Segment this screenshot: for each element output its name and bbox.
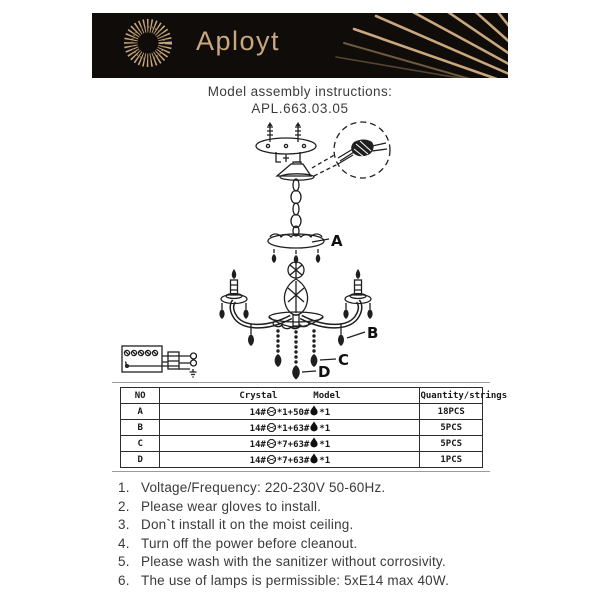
note-item: 1. Voltage/Frequency: 220-230V 50-60Hz. (118, 480, 386, 495)
assembly-diagram (110, 118, 500, 384)
crown-ring-icon (268, 234, 324, 264)
table-top-rule (112, 382, 490, 383)
table-row (121, 404, 483, 420)
row-no: D (121, 452, 160, 468)
row-model: 14# *7+63# *1 (160, 452, 420, 468)
teardrop-crystal-icon (310, 405, 318, 416)
starburst-logo-icon (131, 26, 165, 60)
title-block (0, 84, 600, 116)
row-model: 14# *1+63# *1 (160, 420, 420, 436)
table-row (121, 436, 483, 452)
col-header-qty: Quantity/strings (420, 388, 483, 404)
label-c: C (338, 351, 350, 369)
note-item: 2. Please wear gloves to install. (118, 498, 322, 514)
note-item: 5. Please wash with the sanitizer without corrosivity. (118, 554, 446, 570)
right-arm-icon (301, 301, 360, 346)
table-row (121, 420, 483, 436)
table-header-row (121, 388, 483, 404)
note-item: 4. Turn off the power before cleanout. (118, 535, 358, 551)
row-no: A (121, 404, 160, 420)
canopy-icon (277, 162, 314, 180)
banner-decorations (92, 13, 508, 78)
col-header-model: Crystal Model (160, 388, 420, 404)
label-d: D (318, 363, 331, 381)
octagon-crystal-icon (267, 407, 276, 416)
chain-icon (291, 179, 301, 236)
brand-logo-text: Aployt (196, 26, 281, 56)
octagon-crystal-icon (267, 439, 276, 448)
label-b: B (367, 324, 379, 342)
row-no: C (121, 436, 160, 452)
table-row (121, 452, 483, 468)
label-a: A (331, 232, 343, 250)
ceiling-plate-icon (256, 138, 316, 162)
brand-banner (92, 13, 508, 78)
crystal-parts-table (120, 387, 508, 468)
page-title: Model assembly instructions: (207, 84, 393, 99)
octagon-crystal-icon (267, 423, 276, 432)
detail-leader-lines (312, 154, 338, 176)
row-qty: 1PCS (420, 452, 483, 468)
row-qty: 5PCS (420, 436, 483, 452)
wiring-detail-bubble (334, 122, 390, 178)
row-qty: 18PCS (420, 404, 483, 420)
terminal-block-icon (122, 346, 197, 377)
col-header-no: NO (121, 388, 160, 404)
row-qty: 5PCS (420, 420, 483, 436)
table-bottom-rule (112, 471, 490, 472)
left-arm-icon (232, 301, 291, 346)
note-item: 6. The use of lamps is permissible: 5xE14 max 40W. (118, 572, 450, 588)
teardrop-crystal-icon (310, 437, 318, 448)
row-model: 14# *1+50# *1 (160, 404, 420, 420)
note-item: 3. Don`t install it on the moist ceiling. (118, 517, 354, 533)
row-model: 14# *7+63# *1 (160, 436, 420, 452)
rays-decoration-icon (336, 13, 508, 78)
teardrop-crystal-icon (310, 453, 318, 464)
teardrop-crystal-icon (310, 421, 318, 432)
notes-list (118, 479, 518, 591)
model-number: APL.663.03.05 (251, 101, 349, 116)
octagon-crystal-icon (267, 455, 276, 464)
row-no: B (121, 420, 160, 436)
